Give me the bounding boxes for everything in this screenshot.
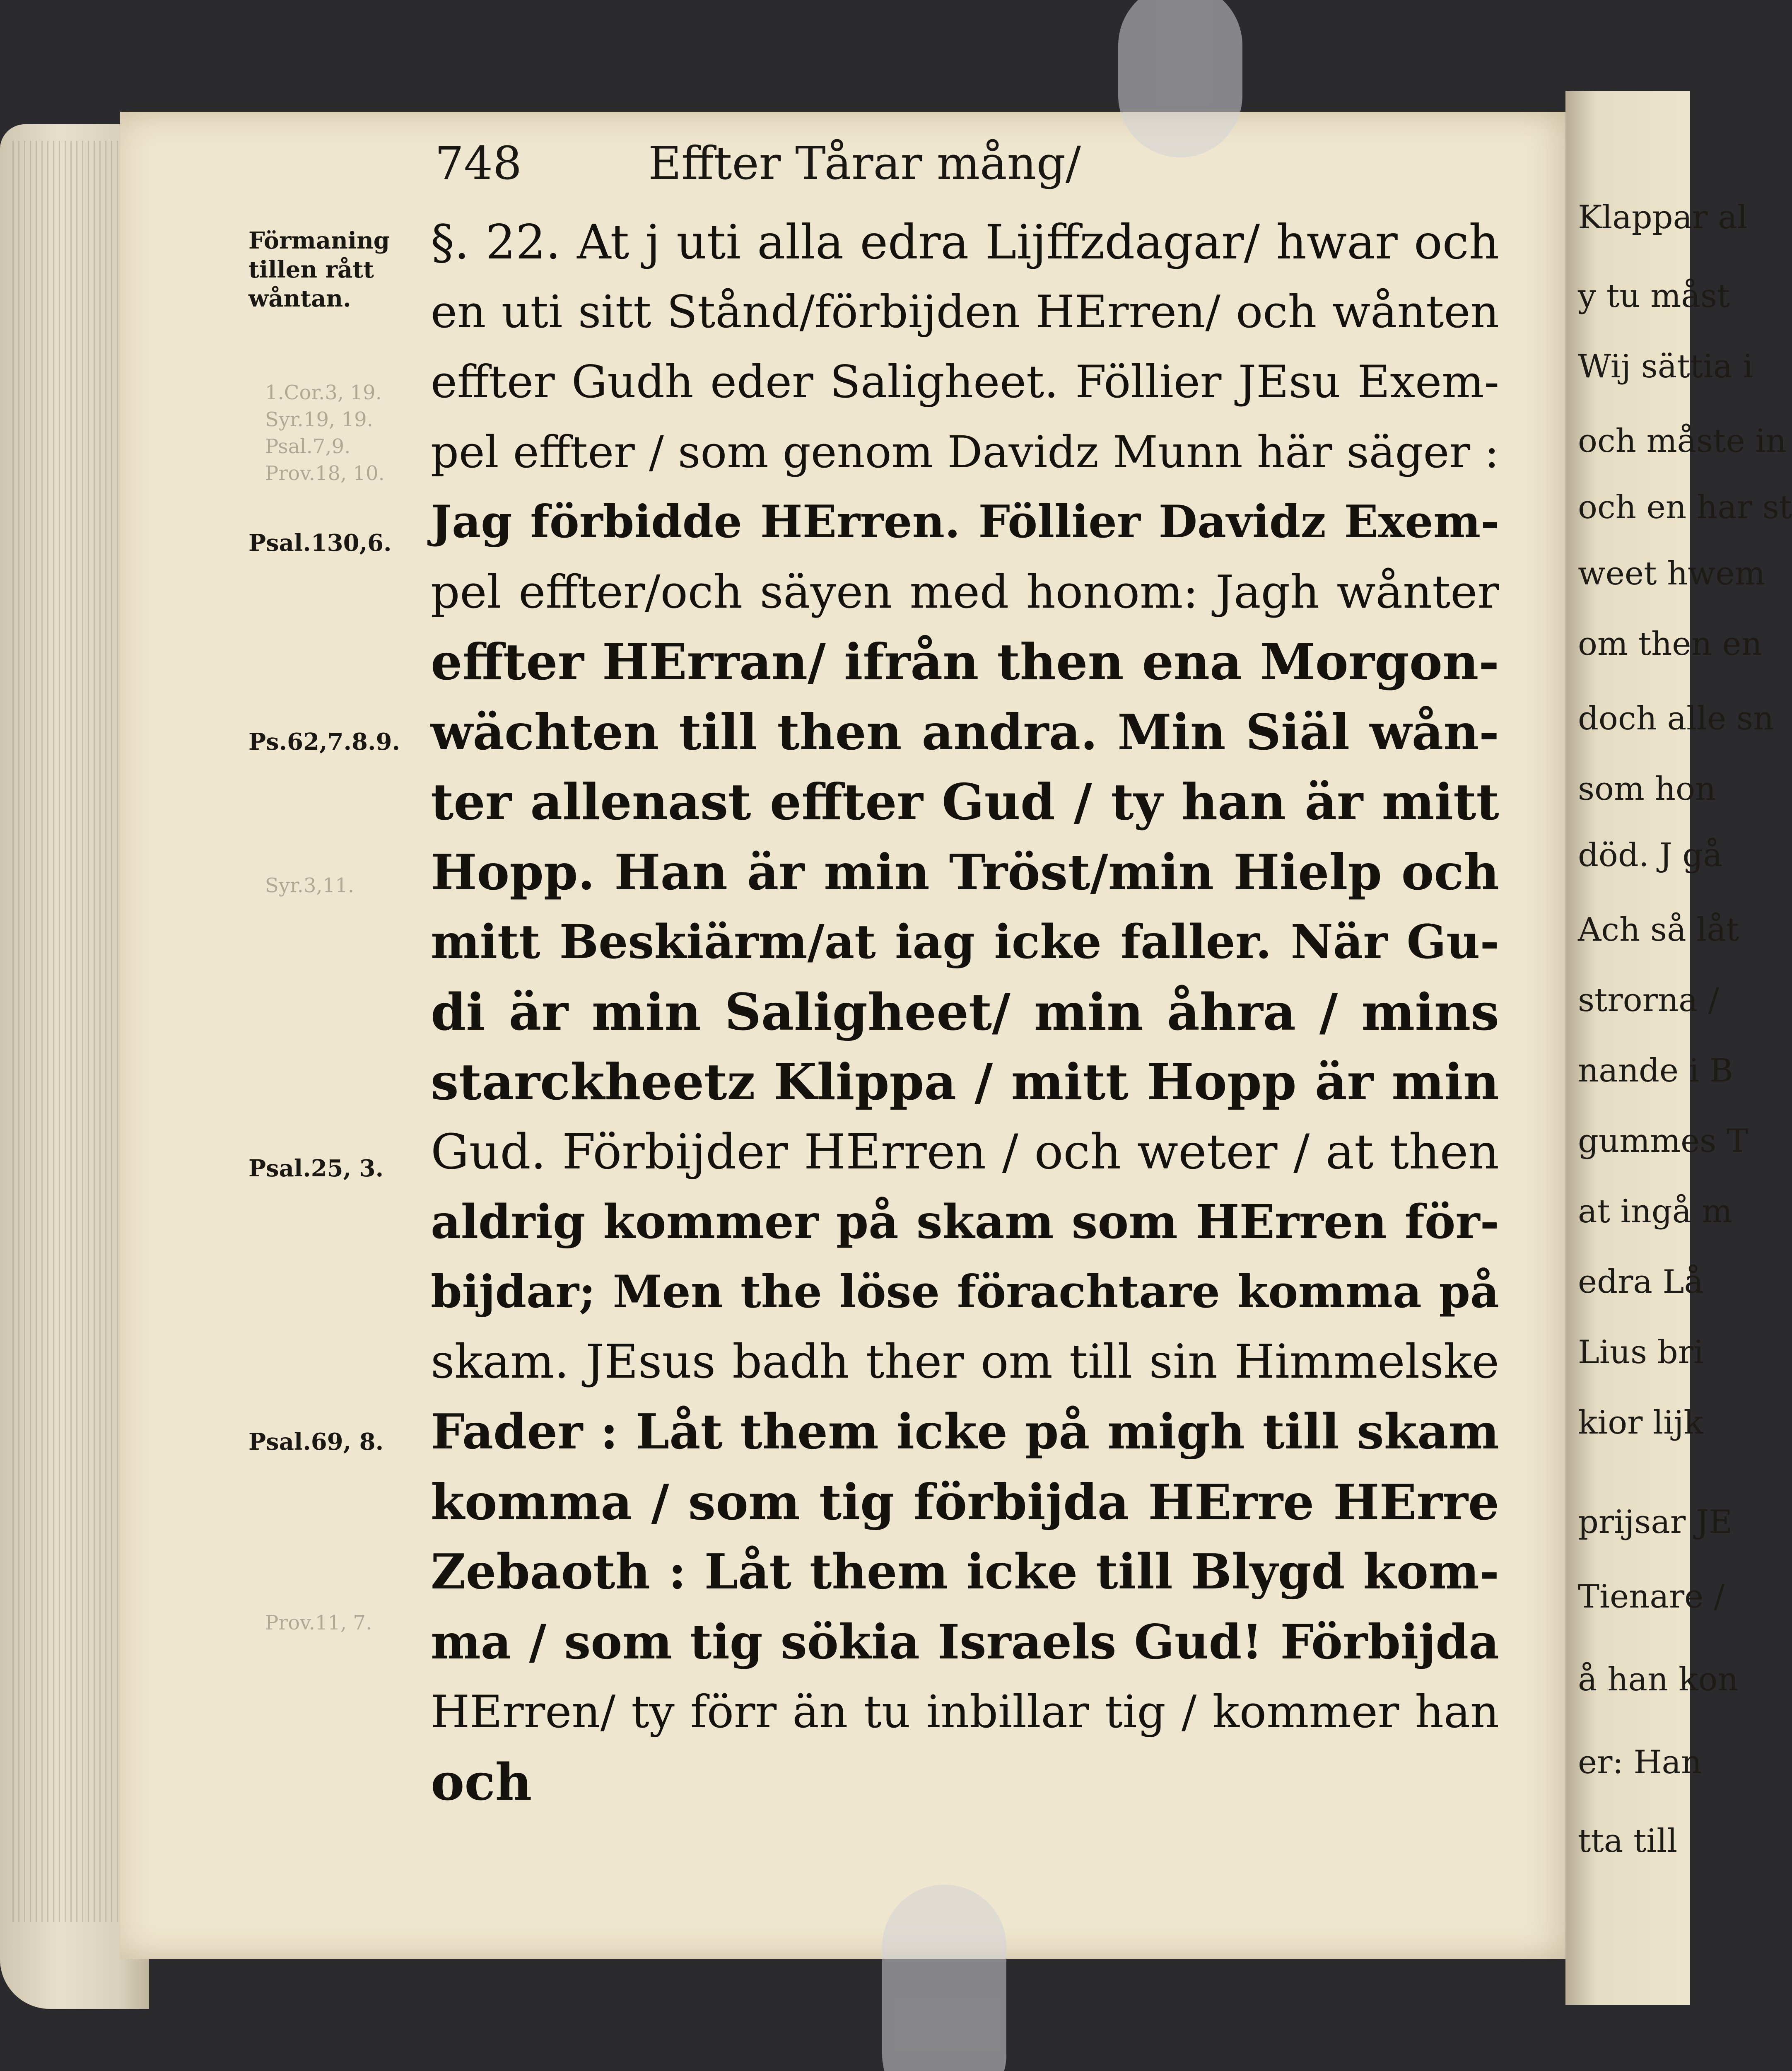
right-page-line: kior lijk [1578, 1404, 1703, 1441]
page-holder-clip [882, 1885, 1006, 2071]
text-line: wächten till then andra. Min Siäl wån- [431, 703, 1499, 761]
margin-note: Psal.130,6. [248, 529, 392, 557]
right-page-line: at ingå m [1578, 1193, 1733, 1230]
page-header [435, 137, 1081, 190]
right-page-line: om then en [1578, 625, 1762, 663]
catchword: och [431, 1752, 532, 1812]
bleed-through-text: 1.Cor.3, 19. [265, 381, 382, 404]
text-line: Fader : Låt them icke på migh till skam [431, 1404, 1499, 1460]
running-head: Effter Tårar mång/ [648, 137, 1081, 190]
text-line: Gud. Förbijder HErren / och weter / at then [431, 1124, 1499, 1180]
right-page-line: Wij sättia i [1578, 348, 1753, 385]
text-line: ter allenast effter Gud / ty han är mitt [431, 773, 1499, 831]
text-line: aldrig kommer på skam som HErren för- [431, 1195, 1499, 1249]
text-line: pel effter/och säyen med honom: Jagh wånter [431, 565, 1499, 618]
text-line: effter Gudh eder Saligheet. Föllier JEsu Exem- [431, 356, 1499, 408]
right-page-line: weet hwem [1578, 555, 1765, 592]
right-page-line: Lius bri [1578, 1334, 1704, 1371]
bleed-through-text: Prov.18, 10. [265, 462, 385, 485]
right-page-line: och en har st [1578, 489, 1792, 526]
right-page-line: doch alle sn [1578, 700, 1774, 737]
margin-note: Psal.69, 8. [248, 1428, 384, 1455]
text-line: skam. JEsus badh ther om till sin Himmelske [431, 1335, 1499, 1389]
text-line: Zebaoth : Låt them icke till Blygd kom- [431, 1544, 1499, 1600]
right-page-line: er: Han [1578, 1744, 1702, 1781]
text-line: en uti sitt Stånd/förbijden HErren/ och wånten [431, 286, 1499, 338]
bleed-through-text: Syr.19, 19. [265, 408, 373, 431]
margin-note: Psal.25, 3. [248, 1155, 384, 1182]
page-number: 748 [435, 137, 522, 190]
right-page-line: y tu måst [1578, 278, 1730, 315]
bleed-through-text: Psal.7,9. [265, 435, 351, 458]
bleed-through-text: Prov.11, 7. [265, 1611, 372, 1634]
text-line: §. 22. At j uti alla edra Lijffzdagar/ hwar och [431, 215, 1499, 270]
right-page-line: som hon [1578, 770, 1716, 808]
page-holder-clip [1118, 0, 1242, 157]
facing-page-edge [1565, 91, 1792, 2005]
text-line: HErren/ ty förr än tu inbillar tig / kommer han [431, 1686, 1499, 1738]
right-page-line: Ach så låt [1578, 911, 1739, 949]
right-page-line: prijsar JE [1578, 1504, 1733, 1541]
text-line: effter HErran/ ifrån then ena Morgon- [431, 633, 1499, 691]
right-page-line: Tienare / [1578, 1578, 1725, 1615]
text-line: di är min Saligheet/ min åhra / mins [431, 982, 1499, 1042]
margin-note: wåntan. [248, 285, 351, 312]
text-line: ma / som tig sökia Israels Gud! Förbijda [431, 1614, 1499, 1670]
margin-note: Ps.62,7.8.9. [248, 728, 400, 756]
margin-note: Förmaning [248, 227, 390, 254]
right-page-line: och måste in [1578, 422, 1787, 460]
right-page-line: gummes T [1578, 1122, 1749, 1160]
right-page-line: Klappar al [1578, 199, 1748, 236]
bleed-through-text: Syr.3,11. [265, 874, 355, 897]
right-page-line: strorna / [1578, 982, 1719, 1019]
text-line: starckheetz Klippa / mitt Hopp är min [431, 1053, 1499, 1111]
text-line: Hopp. Han är min Tröst/min Hielp och [431, 843, 1499, 901]
text-line: bijdar; Men the löse förachtare komma på [431, 1266, 1499, 1318]
page-edges [12, 141, 137, 1922]
text-line: komma / som tig förbijda HErre HErre [431, 1473, 1499, 1531]
text-line: pel effter / som genom Davidz Munn här säger : [431, 427, 1499, 478]
right-page-line: nande i B [1578, 1052, 1733, 1089]
margin-note: tillen rått [248, 256, 374, 283]
right-page-line: edra Lå [1578, 1263, 1703, 1301]
right-page-line: å han kon [1578, 1661, 1739, 1698]
text-line: Jag förbidde HErren. Föllier Davidz Exem- [431, 496, 1499, 548]
right-page-line: tta till [1578, 1822, 1678, 1860]
right-page-line: död. J gå [1578, 837, 1722, 874]
text-line: mitt Beskiärm/at iag icke faller. När Gu- [431, 915, 1499, 969]
body-text-block [431, 207, 1499, 1817]
